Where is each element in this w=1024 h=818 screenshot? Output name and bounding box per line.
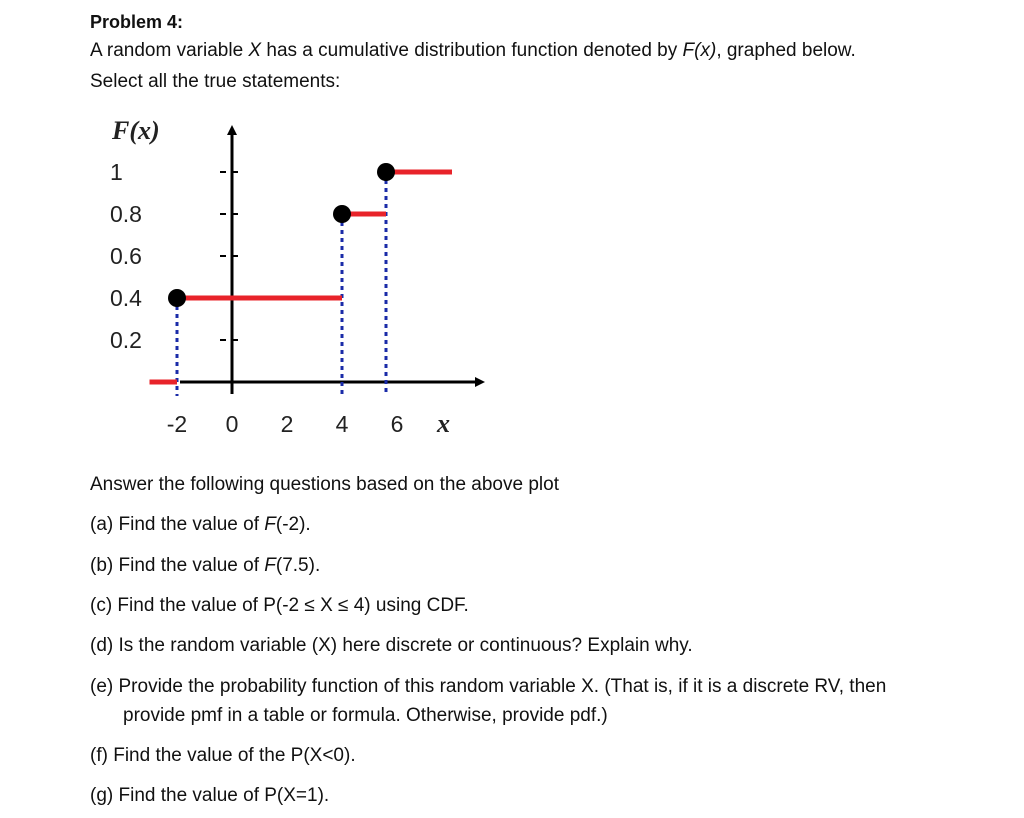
cdf-jump-point [377,163,395,181]
y-tick-label: 0.4 [110,285,142,311]
question-b-function: F [264,555,276,576]
question-a-function: F [264,514,276,535]
intro-middle: has a cumulative distribution function denoted by [261,40,683,61]
question-d: (d) Is the random variable (X) here discrete or continuous? Explain why. [90,635,693,656]
question-b-suffix: (7.5). [275,555,321,576]
intro-function: F(x) [682,40,717,61]
y-tick-label: 0.8 [110,201,142,227]
x-tick-label: 4 [335,411,349,437]
x-tick-label: -2 [166,411,188,437]
y-axis-title: F(x) [112,116,160,145]
x-tick-label: 6 [390,411,404,437]
cdf-jump-point [168,289,186,307]
intro-variable: X [248,40,262,61]
y-tick-label: 1 [110,159,123,185]
question-a [90,514,311,536]
question-b-prefix: (b) Find the value of [90,555,265,576]
y-tick-label: 0.6 [110,243,142,269]
question-a-prefix: (a) Find the value of [90,514,265,535]
question-a-suffix: (-2). [275,514,311,535]
x-axis-title: x [437,409,450,438]
intro-suffix: , graphed below. [716,40,856,61]
problem-title: Problem 4: [90,12,184,32]
question-g: (g) Find the value of P(X=1). [90,785,330,806]
question-e-line2: provide pmf in a table or formula. Otherwise, provide pdf.) [123,705,608,726]
y-tick-label: 0.2 [110,327,142,353]
cdf-jump-point [333,205,351,223]
problem-instruction: Select all the true statements: [90,71,341,92]
questions-lead: Answer the following questions based on the above plot [90,474,559,495]
question-f: (f) Find the value of the P(X<0). [90,745,356,766]
x-tick-label: 0 [225,411,239,437]
x-tick-label: 2 [280,411,294,437]
question-c: (c) Find the value of P(-2 ≤ X ≤ 4) using CDF. [90,595,469,616]
question-b [90,555,320,577]
question-e-line1: (e) Provide the probability function of this random variable X. (That is, if it is a discrete RV, then [90,676,887,697]
intro-prefix: A random variable [90,40,249,61]
